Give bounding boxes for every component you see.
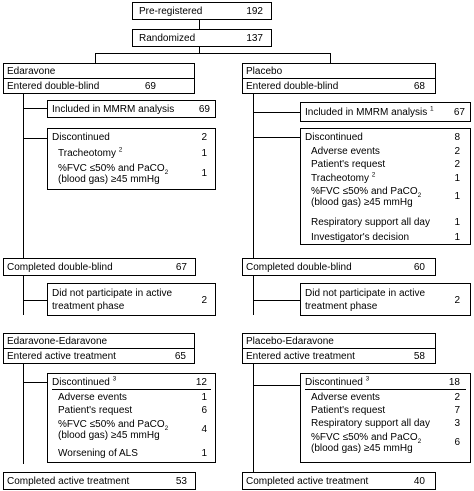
right-notpart-box — [300, 283, 471, 316]
left-disc2-box — [47, 373, 216, 463]
right-mmrm-count: 67 — [453, 107, 465, 118]
right-disc2-title: Discontinued $^3$ — [305, 375, 370, 388]
right-mmrm-box — [300, 102, 471, 122]
right-notpart-line1: Did not participate in active — [305, 288, 426, 299]
right-disc1-adverse-n: 2 — [454, 146, 460, 157]
right-entered-label: Entered double-blind — [246, 81, 339, 92]
left-branch-disc1 — [23, 138, 47, 139]
right-spine-1 — [253, 93, 254, 258]
randomized-box — [132, 29, 272, 47]
right-entered-active-count: 58 — [413, 351, 425, 362]
left-notpart-line2: treatment phase — [52, 301, 125, 312]
left-completed-active-box — [3, 472, 196, 490]
preregistered-box — [132, 2, 272, 20]
left-disc2-worsening-n: 1 — [201, 448, 207, 459]
right-disc2-respiratory: Respiratory support all day — [311, 418, 430, 429]
right-disc2-respiratory-n: 3 — [454, 418, 460, 429]
left-entered-count: 69 — [144, 81, 156, 92]
left-entered-label: Entered double-blind — [7, 81, 100, 92]
right-arm-name: Placebo — [246, 66, 283, 77]
left-disc1-title: Discontinued — [52, 132, 110, 143]
left-arm-box — [3, 63, 195, 94]
left-spine-3 — [23, 363, 24, 464]
right-spine-3 — [253, 363, 254, 473]
right-disc1-fvc-2: (blood gas) ≥45 mmHg — [311, 197, 413, 208]
right-completed-db-count: 60 — [413, 262, 425, 273]
right-disc1-investigator: Investigator's decision — [311, 232, 410, 243]
right-branch-mmrm — [253, 112, 300, 113]
left-disc2-rule — [52, 389, 211, 390]
right-completed-active-box — [242, 472, 436, 490]
connector-right-down — [330, 53, 331, 63]
right-disc1-respiratory-n: 1 — [454, 217, 460, 228]
left-branch-notpart — [23, 300, 47, 301]
right-entered-count: 68 — [413, 81, 425, 92]
right-disc2-fvc-n: 6 — [454, 437, 460, 448]
right-arm-divider — [243, 78, 435, 79]
right-arm-box — [242, 63, 436, 94]
right-disc2-request-n: 7 — [454, 405, 460, 416]
randomized-count: 137 — [246, 33, 263, 44]
left-disc1-count: 2 — [201, 132, 207, 143]
right-disc2-box — [300, 373, 471, 463]
right-branch-notpart — [253, 300, 300, 301]
left-spine-2 — [23, 275, 24, 315]
left-disc2-fvc-1: %FVC ≤50% and PaCO$_2$ — [58, 419, 169, 432]
left-disc2-adverse-n: 1 — [201, 392, 207, 403]
right-disc2-request: Patient's request — [311, 405, 386, 416]
left-disc1-fvc-2: (blood gas) ≥45 mmHg — [58, 174, 160, 185]
connector-left-down — [95, 53, 96, 63]
left-mmrm-box — [47, 100, 216, 118]
left-entered-active-count: 65 — [174, 351, 186, 362]
left-branch-disc2 — [23, 382, 47, 383]
left-disc1-tracheotomy: Tracheotomy $^2$ — [58, 146, 123, 159]
right-disc1-count: 8 — [454, 132, 460, 143]
left-arm-divider — [4, 78, 194, 79]
left-arm2-divider — [4, 348, 194, 349]
left-completed-active-label: Completed active treatment — [7, 476, 130, 487]
left-notpart-count: 2 — [201, 295, 207, 306]
right-disc1-respiratory: Respiratory support all day — [311, 217, 430, 228]
connector-split — [95, 53, 330, 54]
left-disc2-title: Discontinued $^3$ — [52, 375, 117, 388]
right-notpart-count: 2 — [454, 295, 460, 306]
right-entered-active-label: Entered active treatment — [246, 351, 355, 362]
right-branch-disc1 — [253, 137, 300, 138]
right-disc1-request-n: 2 — [454, 159, 460, 170]
left-disc1-tracheotomy-n: 1 — [201, 148, 207, 159]
right-arm2-box — [242, 333, 436, 364]
preregistered-label: Pre-registered — [139, 6, 203, 17]
right-disc1-title: Discontinued — [305, 132, 363, 143]
right-completed-db-box — [242, 258, 436, 276]
right-disc1-adverse: Adverse events — [311, 146, 380, 157]
preregistered-count: 192 — [246, 6, 263, 17]
left-entered-active-label: Entered active treatment — [7, 351, 116, 362]
left-disc2-request-n: 6 — [201, 405, 207, 416]
left-notpart-line1: Did not participate in active — [52, 288, 173, 299]
right-disc1-investigator-n: 1 — [454, 232, 460, 243]
right-disc1-fvc-n: 1 — [454, 191, 460, 202]
right-disc2-rule — [305, 389, 466, 390]
left-completed-db-label: Completed double-blind — [7, 262, 113, 273]
right-arm2-divider — [243, 348, 435, 349]
left-disc1-box — [47, 128, 216, 190]
right-disc2-adverse-n: 2 — [454, 392, 460, 403]
left-arm2-box — [3, 333, 195, 364]
left-completed-active-count: 53 — [175, 476, 187, 487]
right-completed-db-label: Completed double-blind — [246, 262, 352, 273]
left-disc2-adverse: Adverse events — [58, 392, 127, 403]
left-notpart-box — [47, 283, 216, 316]
right-disc1-tracheotomy: Tracheotomy $^2$ — [311, 171, 376, 184]
left-disc2-fvc-2: (blood gas) ≥45 mmHg — [58, 430, 160, 441]
left-spine-1 — [23, 93, 24, 258]
right-disc1-request: Patient's request — [311, 159, 386, 170]
right-disc2-count: 18 — [448, 377, 460, 388]
left-disc2-count: 12 — [195, 377, 207, 388]
left-disc2-request: Patient's request — [58, 405, 133, 416]
right-disc2-fvc-1: %FVC ≤50% and PaCO$_2$ — [311, 432, 422, 445]
left-disc2-worsening: Worsening of ALS — [58, 448, 138, 459]
right-completed-active-count: 40 — [413, 476, 425, 487]
left-mmrm-count: 69 — [198, 104, 210, 115]
left-disc1-fvc-1: %FVC ≤50% and PaCO$_2$ — [58, 163, 169, 176]
left-completed-db-count: 67 — [175, 262, 187, 273]
right-disc1-tracheotomy-n: 1 — [454, 173, 460, 184]
left-arm2-name: Edaravone-Edaravone — [7, 336, 108, 347]
right-branch-disc2 — [253, 385, 300, 386]
right-disc2-adverse: Adverse events — [311, 392, 380, 403]
randomized-label: Randomized — [139, 33, 196, 44]
left-branch-mmrm — [23, 108, 47, 109]
right-spine-2 — [253, 275, 254, 315]
right-mmrm-label: Included in MMRM analysis $^1$ — [305, 105, 434, 118]
left-arm-name: Edaravone — [7, 66, 56, 77]
right-notpart-line2: treatment phase — [305, 301, 378, 312]
right-arm2-name: Placebo-Edaravone — [246, 336, 334, 347]
left-disc2-fvc-n: 4 — [201, 424, 207, 435]
left-disc1-fvc-n: 1 — [201, 168, 207, 179]
right-completed-active-label: Completed active treatment — [246, 476, 369, 487]
left-completed-db-box — [3, 258, 196, 276]
right-disc1-box — [300, 128, 471, 245]
connector-rand-split — [199, 46, 200, 53]
right-disc1-fvc-1: %FVC ≤50% and PaCO$_2$ — [311, 186, 422, 199]
right-disc2-fvc-2: (blood gas) ≥45 mmHg — [311, 443, 413, 454]
left-mmrm-label: Included in MMRM analysis — [52, 104, 175, 115]
